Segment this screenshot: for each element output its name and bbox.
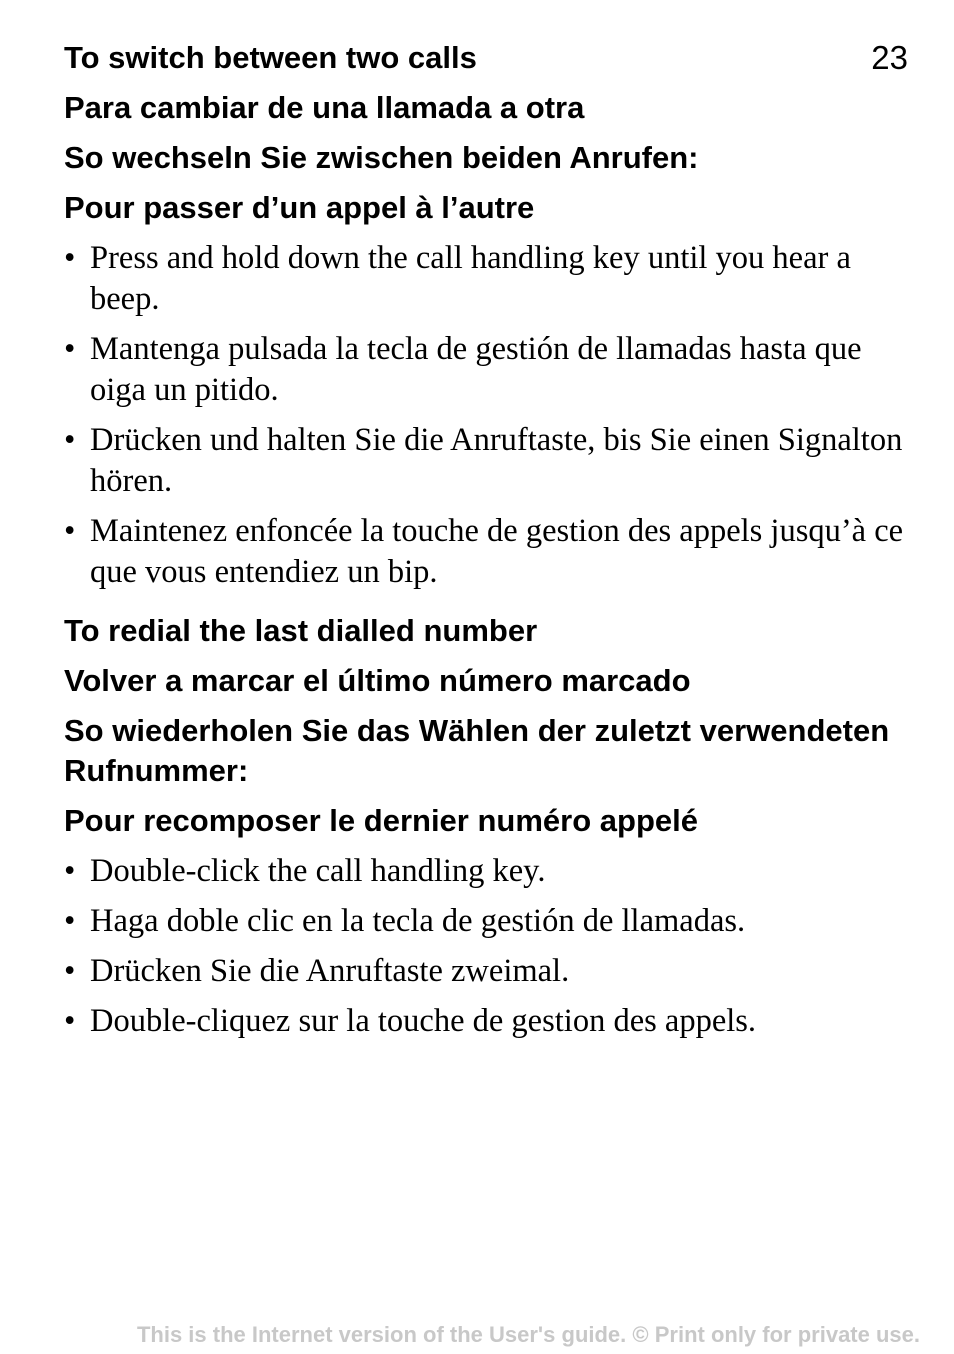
- instruction-text: Drücken Sie die Anruftaste zweimal.: [90, 953, 570, 989]
- instruction-text: Haga doble clic en la tecla de gestión de llamadas.: [90, 903, 746, 939]
- instruction-text: Double-click the call handling key.: [90, 853, 546, 889]
- page-number: 23: [871, 39, 908, 76]
- instruction-text: Maintenez enfoncée la touche de gestion des appels jusqu’à ce que vous entendiez un bip.: [90, 513, 904, 590]
- heading-french: Pour recomposer le dernier numéro appelé: [64, 803, 698, 838]
- bullet-icon: •: [64, 1003, 76, 1039]
- section-redial: [64, 611, 914, 1042]
- bullet-icon: •: [64, 422, 76, 458]
- heading-german: So wechseln Sie zwischen beiden Anrufen:: [64, 140, 699, 175]
- instruction-text: Mantenga pulsada la tecla de gestión de llamadas hasta que oiga un pitido.: [90, 331, 862, 408]
- instruction-item-english: [64, 851, 914, 892]
- instruction-item-german: [64, 951, 914, 992]
- bullet-icon: •: [64, 240, 76, 276]
- instruction-item-english: [64, 238, 914, 320]
- instruction-list: [64, 851, 914, 1042]
- bullet-icon: •: [64, 331, 76, 367]
- instruction-text: Double-cliquez sur la touche de gestion des appels.: [90, 1003, 757, 1039]
- heading-spanish: Para cambiar de una llamada a otra: [64, 90, 585, 125]
- heading-english: To redial the last dialled number: [64, 613, 538, 648]
- private-use-footer: This is the Internet version of the User's guide. © Print only for private use.: [136, 1322, 920, 1347]
- instruction-text: Drücken und halten Sie die Anruftaste, bis Sie einen Signalton hören.: [90, 422, 903, 499]
- bullet-icon: •: [64, 903, 76, 939]
- instruction-text: Press and hold down the call handling key until you hear a beep.: [90, 240, 851, 317]
- instruction-item-french: [64, 1001, 914, 1042]
- instruction-item-spanish: [64, 901, 914, 942]
- heading-german: So wiederholen Sie das Wählen der zuletzt verwendeten Rufnummer:: [64, 713, 890, 788]
- page-content: [64, 38, 914, 1051]
- instruction-item-spanish: [64, 329, 914, 411]
- bullet-icon: •: [64, 953, 76, 989]
- bullet-icon: •: [64, 513, 76, 549]
- instruction-item-french: [64, 511, 914, 593]
- section-switch-calls: [64, 38, 914, 593]
- instruction-list: [64, 238, 914, 593]
- heading-spanish: Volver a marcar el último número marcado: [64, 663, 691, 698]
- bullet-icon: •: [64, 853, 76, 889]
- instruction-item-german: [64, 420, 914, 502]
- heading-french: Pour passer d’un appel à l’autre: [64, 190, 535, 225]
- heading-english: To switch between two calls: [64, 40, 477, 75]
